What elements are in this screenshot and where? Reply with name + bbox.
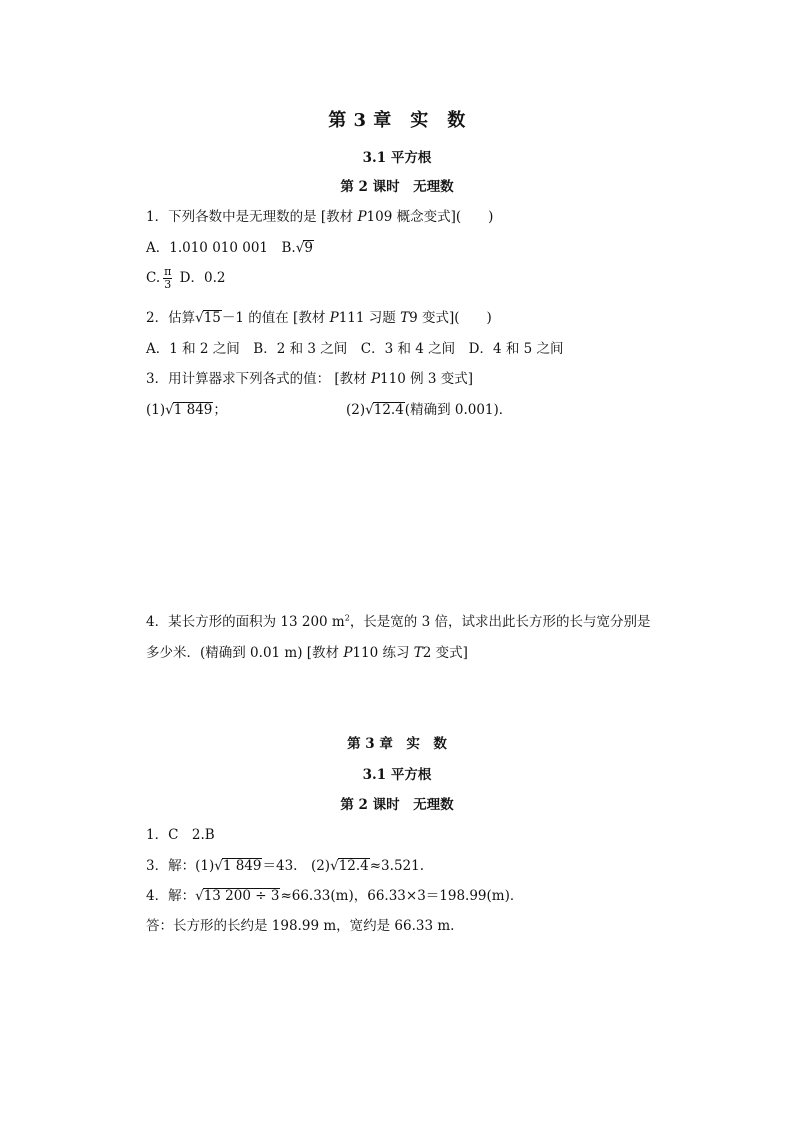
question-4-line-2	[146, 641, 468, 661]
q2-ref-rest: 9 变式]( )	[409, 310, 492, 326]
a3-radicand-1: 1 849	[222, 858, 262, 874]
question-3-part-1	[146, 398, 227, 418]
answers-chapter-title: 第 3 章 实 数	[347, 736, 447, 752]
q4-line1-rest: ，长是宽的 3 倍，试求出此长方形的长与宽分别是	[349, 614, 651, 630]
q1-option-b-radicand: 9	[304, 240, 313, 256]
q3-ref-p: P	[370, 371, 381, 387]
answers-section-title: 3.1 平方根	[362, 767, 432, 783]
a3-label: 3．解：(1)	[146, 858, 215, 874]
sqrt-9: √9	[295, 240, 313, 256]
answers-lesson-title: 第 2 课时 无理数	[340, 797, 454, 813]
question-2-options: A．1 和 2 之间 B．2 和 3 之间 C．3 和 4 之间 D．4 和 5 之间	[146, 341, 564, 357]
q3-part1-end: ；	[213, 402, 227, 418]
q2-stem-text: 2．估算	[146, 310, 196, 326]
q2-ref-p: P	[329, 310, 339, 326]
q4-ref-rest: 2 变式]	[422, 645, 468, 661]
q3-part1-label: (1)	[146, 402, 166, 418]
lesson-title: 第 2 课时 无理数	[340, 179, 454, 195]
sqrt-15: √15	[195, 310, 221, 326]
question-1-options-ab	[146, 236, 314, 256]
question-4-line-1	[146, 610, 650, 630]
q1-option-c-label: C.	[146, 270, 161, 286]
section-title: 3.1 平方根	[362, 150, 432, 166]
a4-label: 4．解：	[146, 888, 196, 904]
q4-superscript: 2	[344, 613, 350, 623]
q4-ref-p: P	[343, 645, 353, 661]
answer-line-5: 答：长方形的长约是 198.99 m，宽约是 66.33 m.	[146, 918, 455, 934]
q1-option-d: D．0.2	[175, 270, 226, 286]
question-3-part-2	[346, 398, 512, 418]
q3-part2-end: (精确到 0.001)．	[404, 402, 513, 418]
q2-ref-mid: 111 习题	[338, 310, 401, 326]
q3-stem-text: 3．用计算器求下列各式的值： [教材	[146, 371, 371, 387]
question-1-stem	[146, 205, 493, 225]
a3-mid: ＝43. (2)	[262, 858, 331, 874]
q3-ref-rest: 110 例 3 变式]	[380, 371, 474, 387]
fraction-numerator: π	[164, 265, 172, 279]
q1-option-a: A．1.010 010 001 B.	[146, 240, 296, 256]
q2-stem-mid: －1 的值在 [教材	[221, 310, 330, 326]
answer-line-3	[146, 854, 424, 874]
a3-result: ≈3.521.	[369, 858, 425, 874]
q2-radicand: 15	[203, 310, 221, 326]
a4-result: ≈66.33(m)，66.33×3＝198.99(m)．	[280, 888, 524, 904]
q4-line1-text: 4．某长方形的面积为 13 200 m	[146, 614, 345, 630]
a3-radicand-2: 12.4	[338, 858, 369, 874]
a4-radicand: 13 200 ÷ 3	[203, 888, 280, 904]
q2-ref-t: T	[400, 310, 410, 326]
pi-over-3-fraction	[163, 266, 172, 290]
sqrt-1849-answer: √1 849	[214, 858, 262, 874]
answer-line-1: 1．C 2.B	[146, 827, 215, 843]
q4-line2-text: 多少米．(精确到 0.01 m) [教材	[146, 645, 344, 661]
fraction-denominator: 3	[164, 278, 172, 291]
q1-ref-p: P	[357, 209, 367, 225]
sqrt-12-4: √12.4	[365, 402, 404, 418]
q3-part1-radicand: 1 849	[173, 402, 213, 418]
chapter-title: 第 3 章 实 数	[328, 110, 466, 131]
q4-ref-mid: 110 练习	[352, 645, 414, 661]
q3-part2-radicand: 12.4	[373, 402, 404, 418]
question-3-stem	[146, 367, 473, 387]
question-2-stem	[146, 306, 492, 326]
q1-ref-rest: 109 概念变式]( )	[366, 209, 494, 225]
q3-part2-label: (2)	[346, 402, 366, 418]
sqrt-1849: √1 849	[165, 402, 213, 418]
sqrt-13200-div-3: √13 200 ÷ 3	[195, 888, 280, 904]
sqrt-12-4-answer: √12.4	[330, 858, 369, 874]
q4-ref-t: T	[413, 645, 423, 661]
q1-stem-text: 1．下列各数中是无理数的是 [教材	[146, 209, 358, 225]
question-1-options-cd	[146, 266, 225, 291]
answer-line-4	[146, 884, 523, 904]
